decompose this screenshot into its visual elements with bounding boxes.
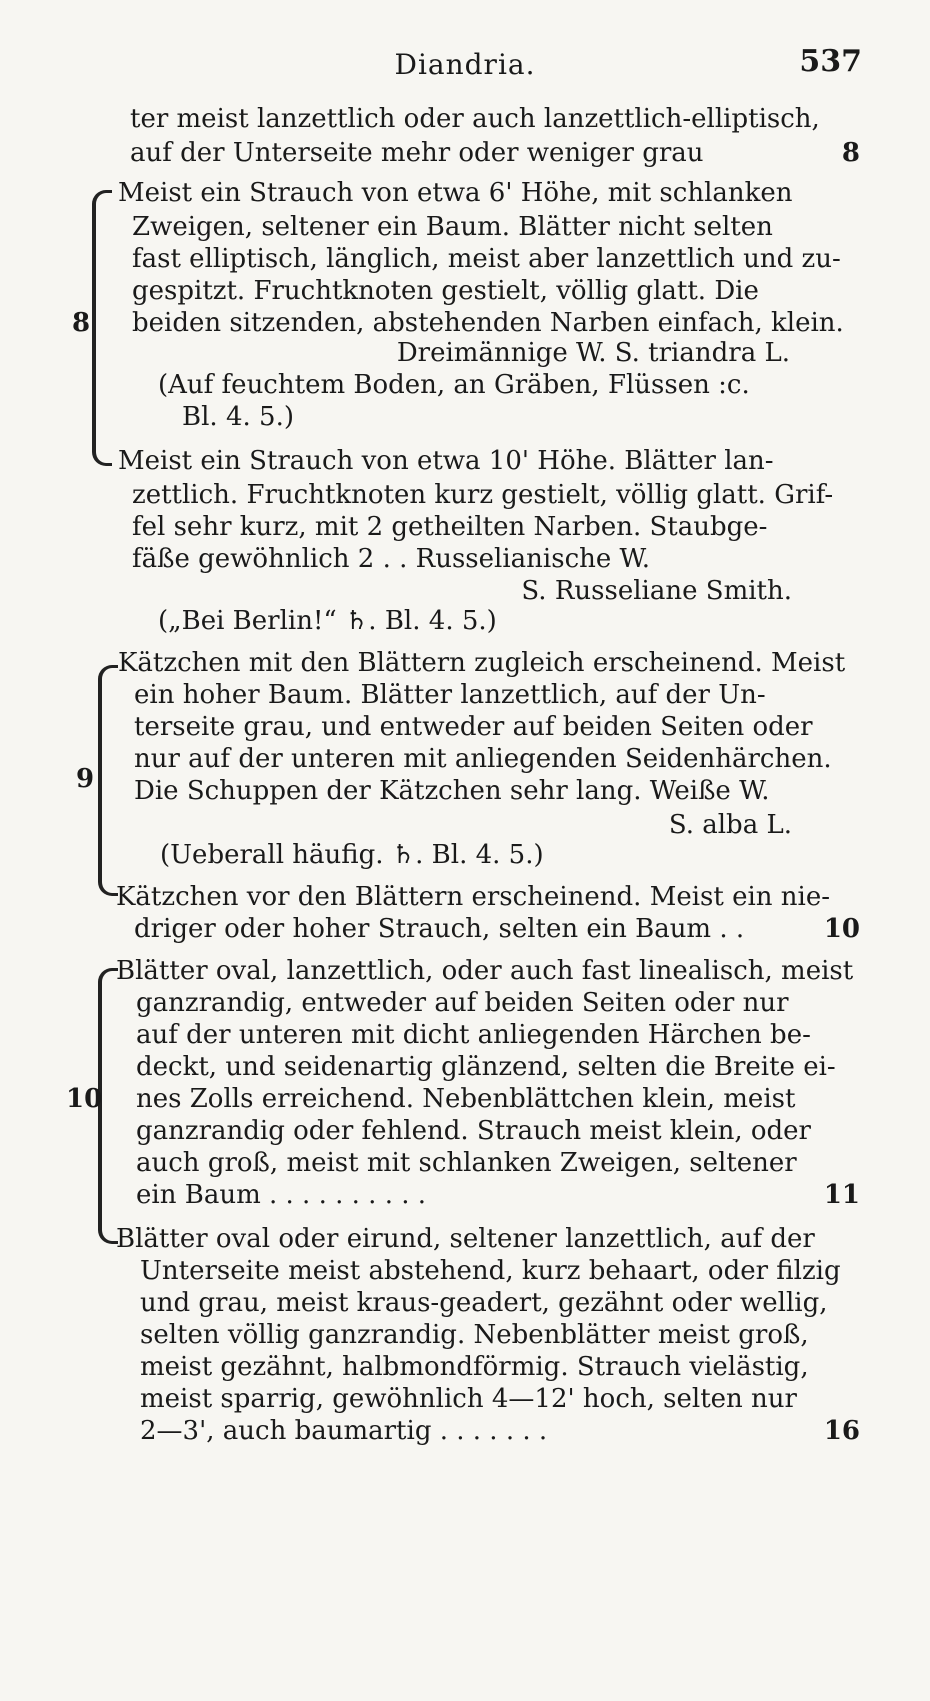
text-line: beiden sitzenden, abstehenden Narben einfach, klein. — [132, 308, 844, 338]
cross-reference: 10 — [823, 914, 860, 944]
text-line: ganzrandig, entweder auf beiden Seiten oder nur — [136, 988, 789, 1018]
text-line: Kätzchen mit den Blättern zugleich erscheinend. Meist — [118, 648, 846, 678]
text-line: terseite grau, und entweder auf beiden Seiten oder — [134, 712, 813, 742]
text-line: ein hoher Baum. Blätter lanzettlich, auf der Un- — [134, 680, 766, 710]
species-name: Dreimännige W. S. triandra L. — [396, 338, 790, 368]
habitat-note: („Bei Berlin!“ ♄. Bl. 4. 5.) — [158, 606, 497, 636]
text-line: Kätzchen vor den Blättern erscheinend. Meist ein nie- — [116, 882, 831, 912]
couplet-number-9: 9 — [76, 764, 95, 794]
text-line: Die Schuppen der Kätzchen sehr lang. Weiße W. — [134, 776, 770, 806]
text-line: fast elliptisch, länglich, meist aber lanzettlich und zu- — [132, 244, 841, 274]
text-line: driger oder hoher Strauch, selten ein Baum . . — [134, 914, 745, 944]
text-line: gespitzt. Fruchtknoten gestielt, völlig glatt. Die — [132, 276, 759, 306]
text-line: ter meist lanzettlich oder auch lanzettlich-elliptisch, — [130, 104, 820, 134]
text-line: auf der Unterseite mehr oder weniger grau — [130, 138, 704, 168]
text-line: fel sehr kurz, mit 2 getheilten Narben. Staubge- — [132, 512, 768, 542]
text-line: ein Baum . . . . . . . . . . — [136, 1180, 427, 1210]
text-line: meist sparrig, gewöhnlich 4—12' hoch, selten nur — [140, 1384, 797, 1414]
page-number: 537 — [799, 44, 862, 79]
text-line: deckt, und seidenartig glänzend, selten die Breite ei- — [136, 1052, 836, 1082]
habitat-note: Bl. 4. 5.) — [182, 402, 294, 432]
text-line: 2—3', auch baumartig . . . . . . . — [140, 1416, 548, 1446]
species-name: S. Russeliane Smith. — [521, 576, 792, 606]
text-line: fäße gewöhnlich 2 . . Russelianische W. — [132, 544, 650, 574]
brace-9 — [98, 665, 118, 896]
text-line: und grau, meist kraus-geadert, gezähnt oder wellig, — [140, 1288, 828, 1318]
running-header-title: Diandria. — [394, 48, 536, 81]
text-line: Blätter oval oder eirund, seltener lanzettlich, auf der — [116, 1224, 815, 1254]
text-line: zettlich. Fruchtknoten kurz gestielt, völlig glatt. Grif- — [132, 480, 834, 510]
text-line: auch groß, meist mit schlanken Zweigen, seltener — [136, 1148, 797, 1178]
text-line: Meist ein Strauch von etwa 10' Höhe. Blätter lan- — [118, 446, 774, 476]
cross-reference: 8 — [841, 138, 860, 168]
species-name: S. alba L. — [668, 810, 792, 840]
habitat-note: (Ueberall häufig. ♄. Bl. 4. 5.) — [160, 840, 544, 870]
text-line: Blätter oval, lanzettlich, oder auch fast linealisch, meist — [116, 956, 854, 986]
text-line: selten völlig ganzrandig. Nebenblätter meist groß, — [140, 1320, 809, 1350]
cross-reference: 11 — [823, 1180, 860, 1210]
text-line: nes Zolls erreichend. Nebenblättchen klein, meist — [136, 1084, 796, 1114]
habitat-note: (Auf feuchtem Boden, an Gräben, Flüssen :c. — [158, 370, 750, 400]
text-line: meist gezähnt, halbmondförmig. Strauch vielästig, — [140, 1352, 809, 1382]
text-line: Zweigen, seltener ein Baum. Blätter nicht selten — [132, 212, 773, 242]
text-line: ganzrandig oder fehlend. Strauch meist klein, oder — [136, 1116, 811, 1146]
text-line: Meist ein Strauch von etwa 6' Höhe, mit schlanken — [118, 178, 793, 208]
brace-8 — [92, 190, 112, 466]
cross-reference: 16 — [823, 1416, 860, 1446]
text-line: Unterseite meist abstehend, kurz behaart, oder filzig — [140, 1256, 841, 1286]
couplet-number-8: 8 — [72, 308, 91, 338]
couplet-number-10: 10 — [66, 1084, 103, 1114]
text-line: auf der unteren mit dicht anliegenden Härchen be- — [136, 1020, 811, 1050]
text-line: nur auf der unteren mit anliegenden Seidenhärchen. — [134, 744, 832, 774]
